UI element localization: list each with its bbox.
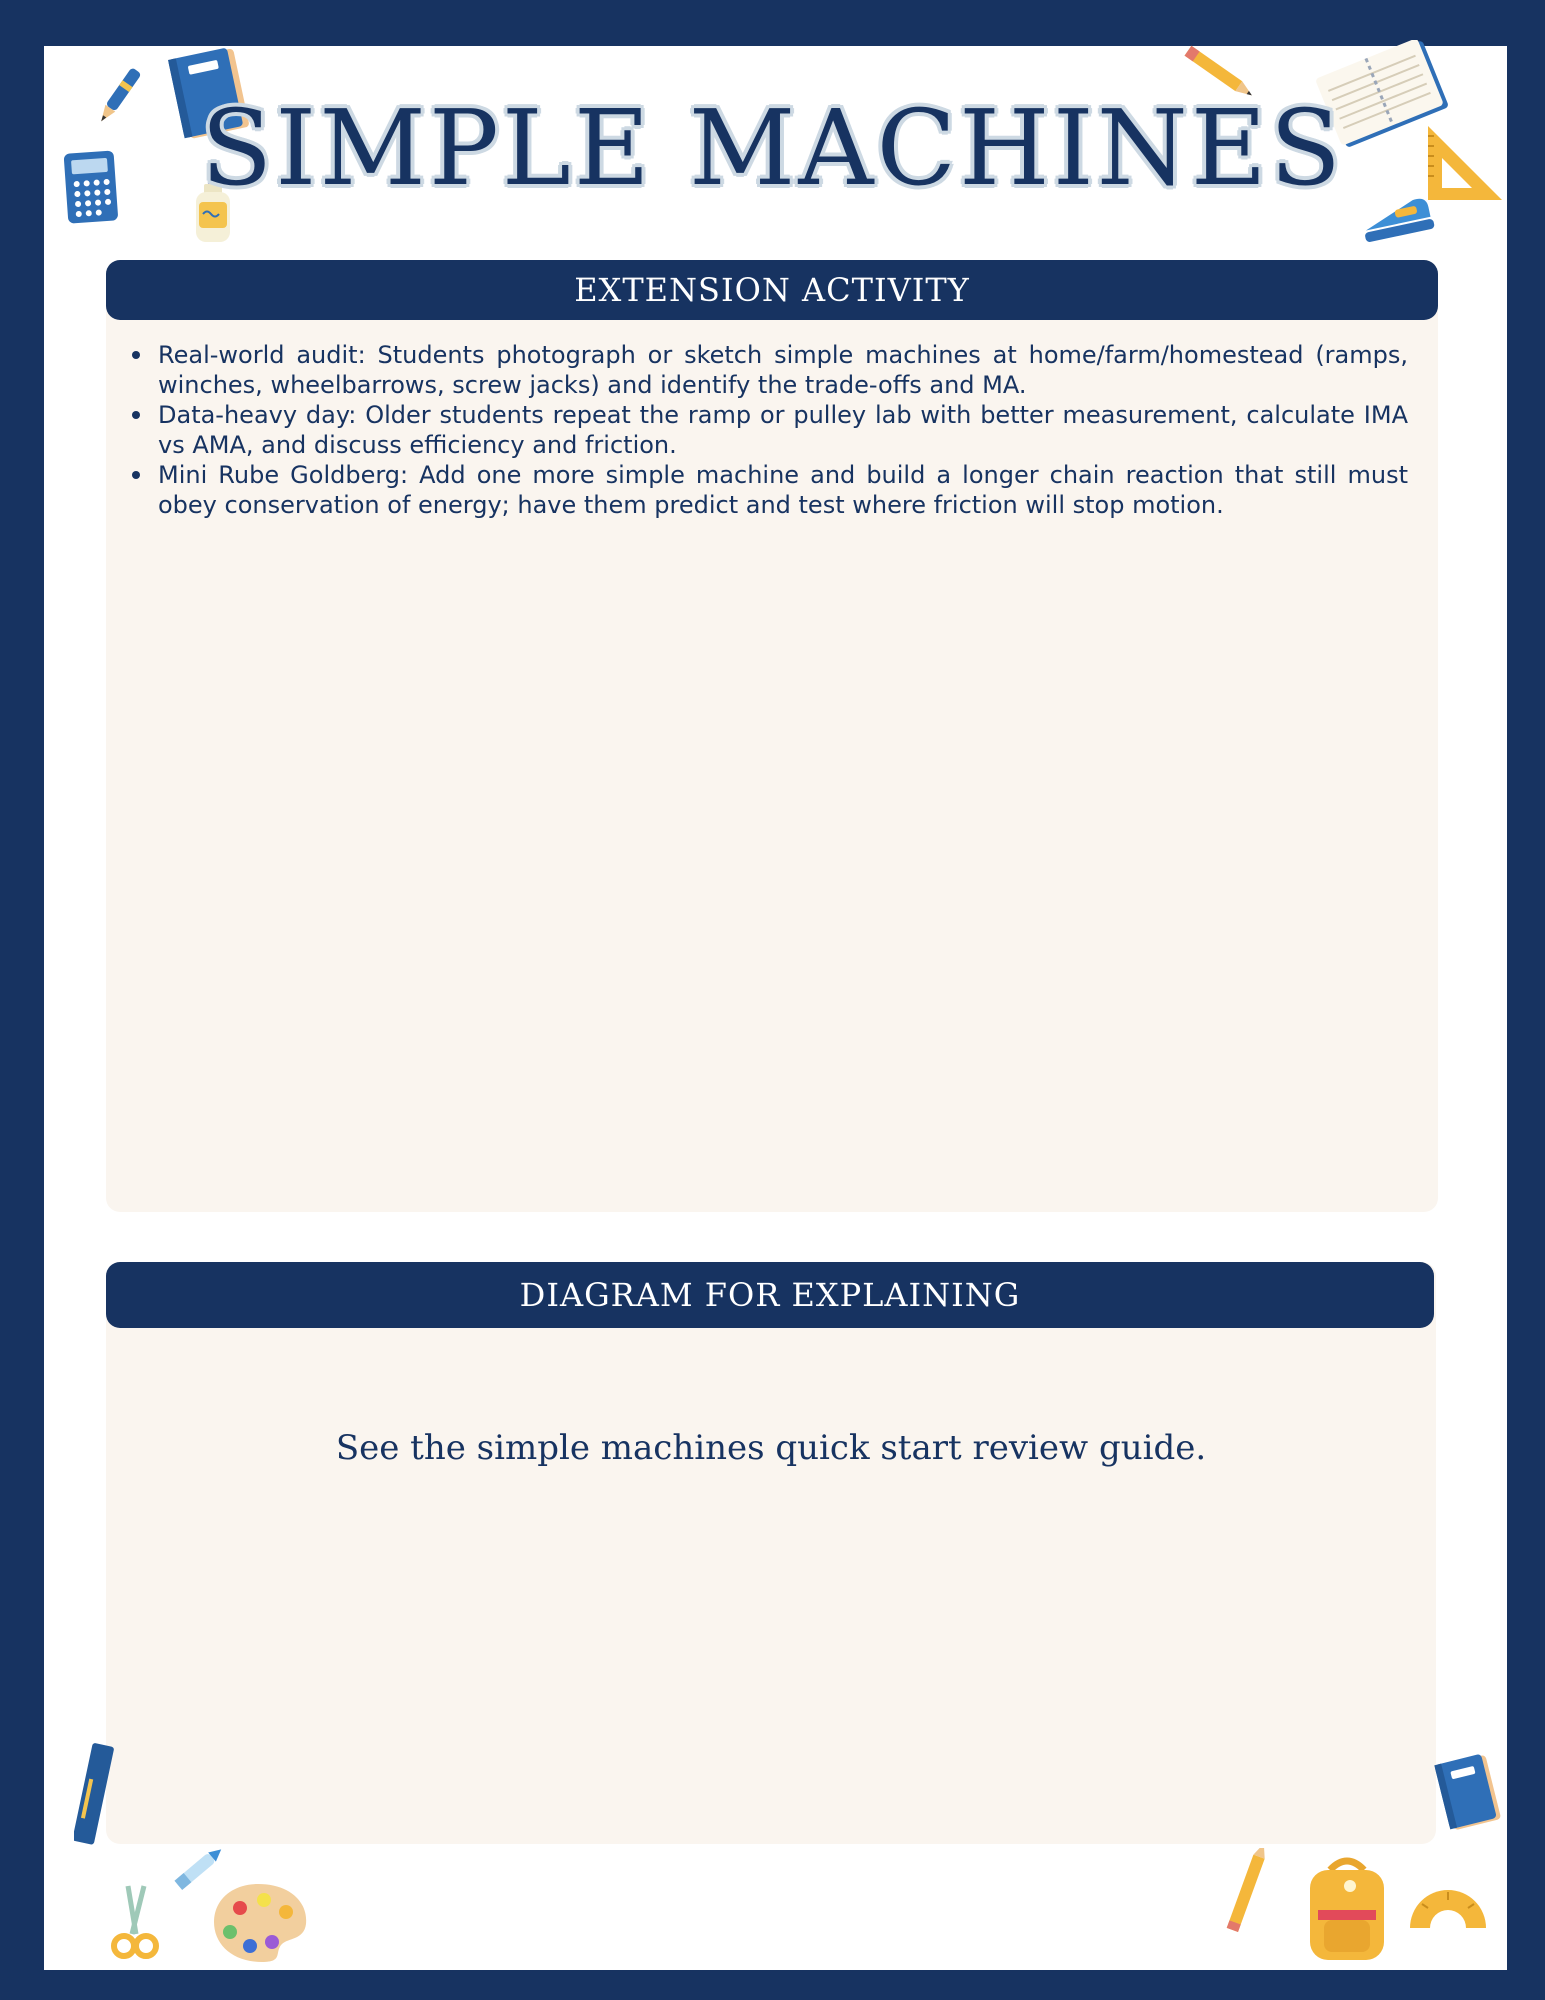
list-item: Mini Rube Goldberg: Add one more simple machine and build a longer chain reaction that still must obey conservation of energy; have them predict and test where friction will stop motion. (128, 460, 1408, 520)
list-item: Data-heavy day: Older students repeat the ramp or pulley lab with better measurement, calculate IMA vs AMA, and discuss efficiency and friction. (128, 400, 1408, 460)
extension-list (128, 340, 1408, 520)
diagram-card (106, 1262, 1436, 1844)
book-icon (1428, 1748, 1508, 1838)
protractor-icon (1406, 1876, 1490, 1932)
diagram-note: See the simple machines quick start review guide. (335, 1428, 1207, 1468)
book-icon (74, 1740, 114, 1850)
page-title: SIMPLE MACHINES (201, 87, 1344, 209)
palette-icon (210, 1880, 310, 1964)
backpack-icon (1292, 1850, 1402, 1970)
scissors-icon (98, 1880, 168, 1970)
extension-header: EXTENSION ACTIVITY (106, 260, 1438, 320)
pencil-icon (1214, 1848, 1274, 1948)
list-item: Real-world audit: Students photograph or sketch simple machines at home/farm/homestead (ramps, winches, wheelbarrows, screw jacks) and identify the trade-offs and MA. (128, 340, 1408, 400)
diagram-header: DIAGRAM FOR EXPLAINING (106, 1262, 1434, 1328)
